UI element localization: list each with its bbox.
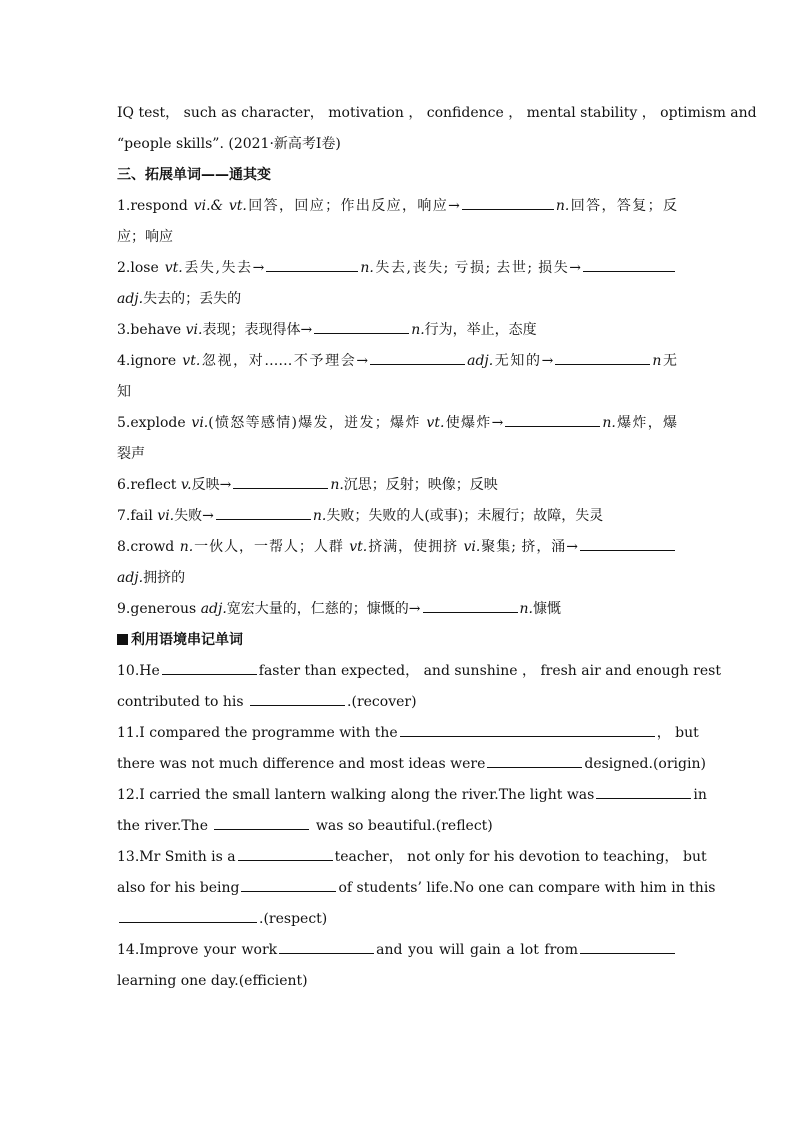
pos-label: vt. [164,260,183,276]
pos-label: vi.& vt. [193,198,247,214]
item-1-line-1 [117,191,677,222]
pos-label: vi. [157,508,175,524]
pos-label: n. [330,477,344,493]
item-3-line [117,315,677,346]
item-6-derived-meaning: 沉思；反射；映像；反映 [343,477,498,493]
sentence-text: 12.I carried the small lantern walking along the river.The light was [117,787,595,803]
pos-label: n. [411,322,425,338]
sentence-text: and you will gain a lot from [376,942,578,958]
sentence-text: designed.(origin) [584,756,706,772]
item-2-word: 2.lose [117,260,159,276]
item-4-word: 4.ignore [117,353,177,369]
intro-line-2: “people skills”. (2021·新高考Ⅰ卷) [117,136,341,152]
sentence-text: ， but [656,725,699,741]
pos-label: n. [555,198,570,214]
answer-blank[interactable] [162,658,257,675]
item-4-adj-meaning: 无知的→ [493,353,554,369]
item-3-meaning: 表现；表现得体→ [202,322,313,338]
answer-blank[interactable] [462,193,554,210]
item-6-meaning: 反映→ [191,477,232,493]
context-section-title-text: 利用语境串记单词 [131,632,243,648]
item-4-meaning: 忽视，对……不予理会→ [200,353,369,369]
answer-blank[interactable] [314,317,409,334]
sentence-text: 14.Improve your work [117,942,278,958]
worksheet-page [117,98,757,997]
sentence-10-line-1 [117,656,721,687]
item-9-line [117,594,677,625]
item-3-word: 3.behave [117,322,182,338]
item-1-word: 1.respond [117,198,188,214]
item-3-derived-meaning: 行为，举止，态度 [424,322,537,338]
item-8-line-2 [117,563,677,594]
pos-label: adj. [117,570,144,586]
answer-blank[interactable] [214,813,309,830]
answer-blank[interactable] [505,410,600,427]
item-6-word: 6.reflect [117,477,177,493]
sentence-text: faster than expected， and sunshine ， fresh air and enough rest [258,663,721,679]
answer-blank[interactable] [370,348,465,365]
item-1-line-2: 应；响应 [117,229,173,245]
item-8-line-1 [117,532,677,563]
pos-label: vi. [463,539,481,555]
sentence-text: of students’ life.No one can compare with him in this [338,880,716,896]
sentence-12-line-1 [117,780,707,811]
pos-label: n. [179,539,194,555]
answer-blank[interactable] [241,875,336,892]
item-1-derived-meaning: 回答，答复；反 [569,198,678,214]
item-2-line-1 [117,253,677,284]
sentence-text: .(recover) [347,694,417,710]
pos-label: n. [360,260,374,276]
pos-label: v. [180,477,192,493]
answer-blank[interactable] [423,596,518,613]
sentence-12-line-2 [117,811,677,842]
item-5-line-2: 裂声 [117,446,145,462]
item-4-noun-meaning: 无 [661,353,677,369]
item-2-derived-meaning: 失去,丧失; 亏损; 去世; 损失→ [373,260,582,276]
answer-blank[interactable] [400,720,655,737]
answer-blank[interactable] [279,937,374,954]
pos-label: vi. [185,322,203,338]
item-5-noun-meaning: 爆炸，爆 [615,415,678,431]
pos-label: n. [602,415,616,431]
answer-blank[interactable] [583,255,675,272]
answer-blank[interactable] [487,751,582,768]
sentence-14-line-2: learning one day.(efficient) [117,973,308,989]
item-8-adj-meaning: 拥挤的 [143,570,186,586]
item-5-line-1 [117,408,677,439]
item-7-derived-meaning: 失败；失败的人(或事)；未履行；故障，失灵 [326,508,604,524]
item-8-vi-meaning: 聚集; 挤，涌→ [480,539,578,555]
sentence-text: 10.He [117,663,160,679]
item-8-word: 8.crowd [117,539,175,555]
item-2-line-2 [117,284,677,315]
sentence-10-line-2 [117,687,677,718]
sentence-text: also for his being [117,880,240,896]
answer-blank[interactable] [250,689,345,706]
context-section-title [117,625,677,656]
pos-label: adj. [117,291,144,307]
item-9-meaning: 宽宏大量的，仁慈的；慷慨的→ [226,601,421,617]
sentence-13-line-2 [117,873,716,904]
item-2-meaning: 丢失,失去→ [182,260,265,276]
item-7-line [117,501,677,532]
item-4-line-1 [117,346,677,377]
pos-label: adj. [200,601,227,617]
answer-blank[interactable] [119,906,257,923]
pos-label: vt. [426,415,445,431]
pos-label: n. [312,508,327,524]
item-5-word: 5.explode [117,415,186,431]
item-8-meaning: 一伙人，一帮人；人群 [193,539,344,555]
sentence-11-line-1 [117,718,699,749]
item-6-line [117,470,677,501]
pos-label: vi. [191,415,209,431]
sentence-text: was so beautiful.(reflect) [315,818,493,834]
pos-label: vt. [182,353,201,369]
item-5-meaning: (愤怒等感情)爆发，迸发；爆炸 [208,415,421,431]
answer-blank[interactable] [580,937,675,954]
sentence-13-line-3 [117,904,677,935]
answer-blank[interactable] [216,503,311,520]
sentence-text: in [693,787,707,803]
item-4-line-2: 知 [117,384,131,400]
sentence-14-line-1 [117,935,677,966]
item-2-adj-meaning: 失去的；丢失的 [143,291,242,307]
sentence-text: .(respect) [259,911,328,927]
sentence-13-line-1 [117,842,707,873]
section-3-title: 三、拓展单词——通其变 [117,167,271,183]
item-9-word: 9.generous [117,601,197,617]
sentence-11-line-2 [117,749,706,780]
intro-line-1: IQ test， such as character， motivation ， confidence ， mental stability ， optimism and [117,105,757,121]
item-5-vt-meaning: 使爆炸→ [444,415,504,431]
item-1-meaning: 回答，回应；作出反应，响应→ [246,198,460,214]
pos-label: n. [519,601,533,617]
item-9-derived-meaning: 慷慨 [533,601,561,617]
pos-label: n [652,353,662,369]
item-7-word: 7.fail [117,508,153,524]
answer-blank[interactable] [233,472,328,489]
pos-label: vt. [349,539,368,555]
item-7-meaning: 失败→ [174,508,214,524]
item-8-vt-meaning: 挤满，使拥挤 [367,539,459,555]
answer-blank[interactable] [266,255,358,272]
sentence-text: there was not much difference and most ideas were [117,756,486,772]
sentence-text: teacher， not only for his devotion to teaching， but [334,849,707,865]
sentence-text: 13.Mr Smith is a [117,849,236,865]
answer-blank[interactable] [580,534,675,551]
answer-blank[interactable] [596,782,691,799]
sentence-text: 11.I compared the programme with the [117,725,398,741]
answer-blank[interactable] [555,348,650,365]
sentence-text: contributed to his [117,694,244,710]
answer-blank[interactable] [238,844,333,861]
sentence-text: the river.The [117,818,208,834]
black-square-icon [117,634,128,645]
pos-label: adj. [467,353,494,369]
